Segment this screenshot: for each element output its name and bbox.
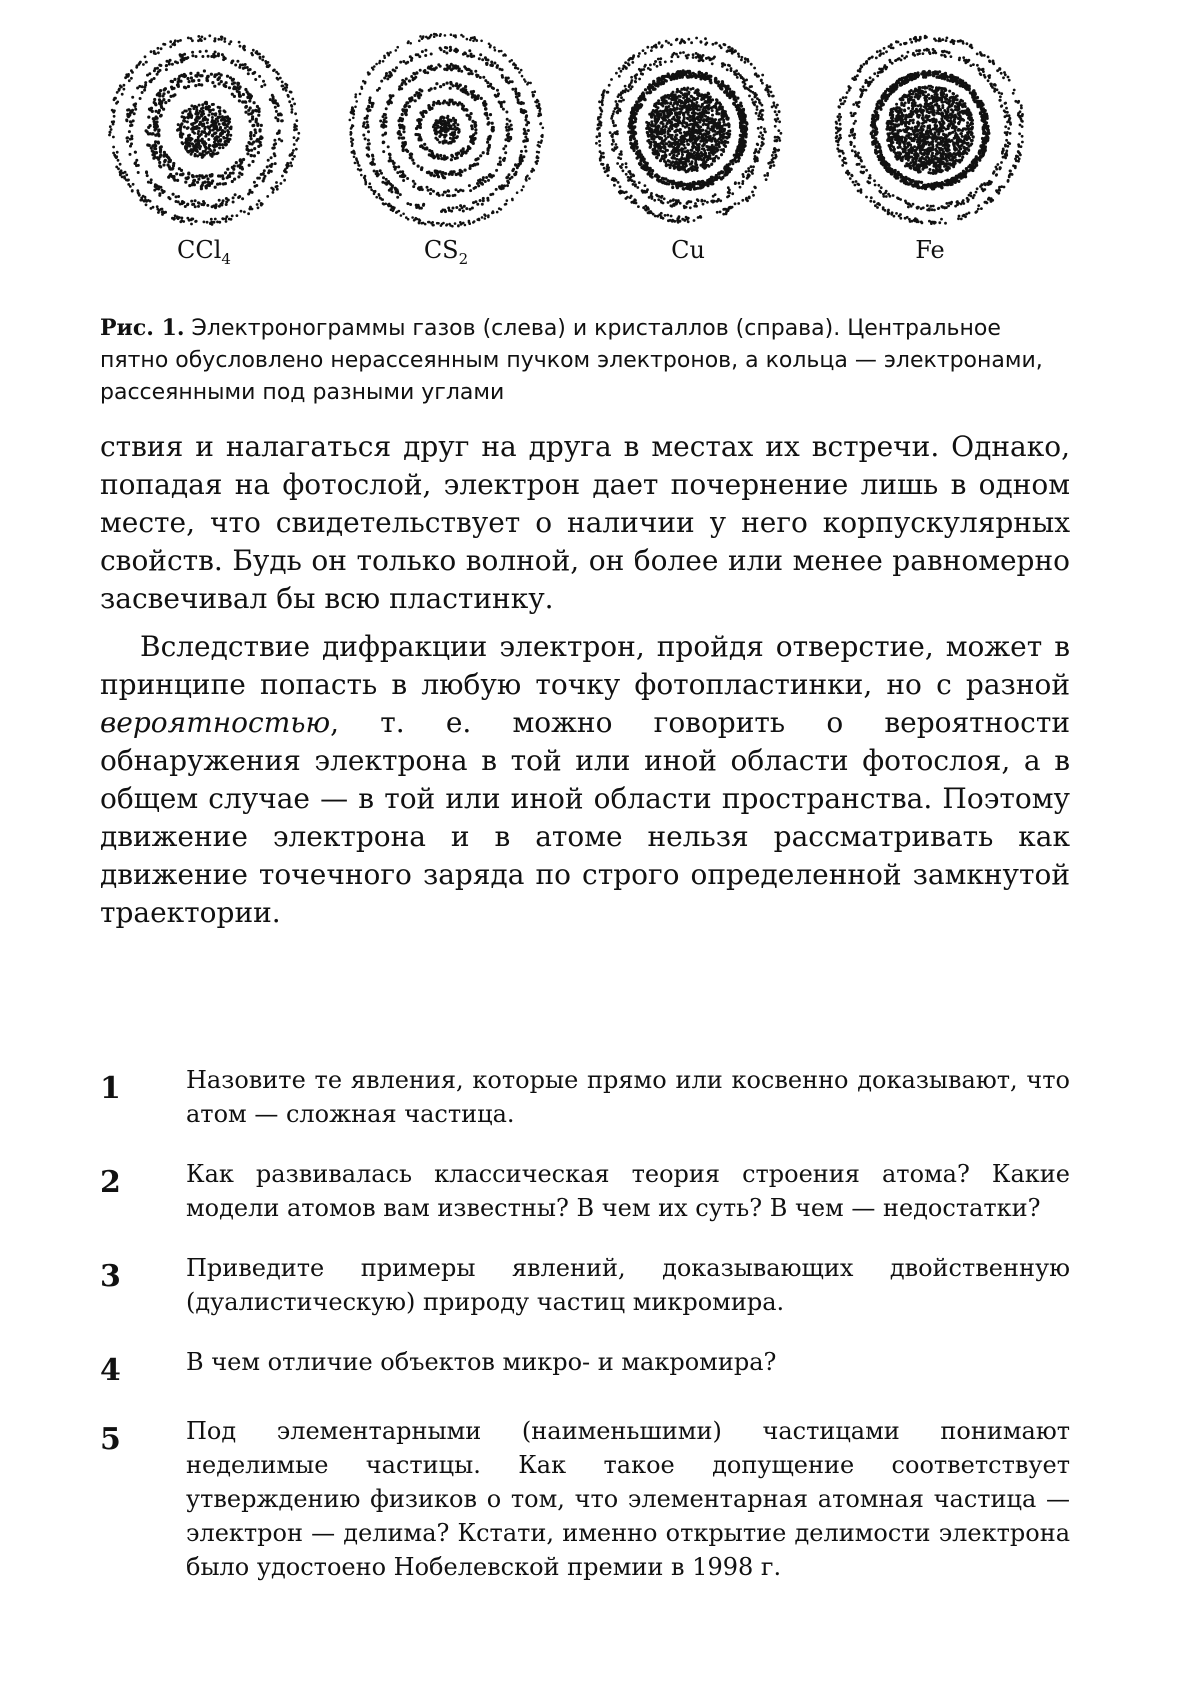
paragraph-2: Вследствие дифракции электрон, пройдя отверстие, может в принципе попасть в любую точку фотопластинки, но с разной вероятностью, т. е. можно говорить о вероятности обнаружения электрона в той или иной области фотослоя, а в общем случае — в той или иной области пространства. Поэтому движение электрона и в атоме нельзя рассматривать как движение точечного заряда по строго определенной замкнутой траектории. — [100, 630, 1070, 929]
electronogram-cs2 — [346, 30, 546, 230]
figure-fe — [810, 30, 1050, 264]
question-text: Под элементарными (наименьшими) частицами понимают неделимые частицы. Как такое допущение соответствует утверждению физиков о том, что элементарная атомная частица — электрон — делима? Кстати, именно открытие делимости электрона было удостоено Нобелевской премии в 1998 г. — [186, 1417, 1070, 1581]
figure-label-cu: Cu — [671, 236, 705, 264]
question-item — [100, 1414, 1070, 1584]
question-number: 3 — [100, 1259, 121, 1294]
figure-ccl4 — [84, 30, 324, 268]
electronogram-fe — [830, 30, 1030, 230]
question-number: 5 — [100, 1422, 121, 1457]
question-text: В чем отличие объектов микро- и макромира? — [186, 1348, 777, 1376]
figure-cs2 — [326, 30, 566, 268]
figure-caption — [100, 312, 1070, 409]
paragraph-1: ствия и налагаться друг на друга в местах их встречи. Однако, попадая на фотослой, электрон дает почернение лишь в одном месте, что свидетельствует о наличии у него корпускулярных свойств. Будь он только волной, он более или менее равномерно засвечивал бы всю пластинку. — [100, 430, 1070, 615]
question-number: 1 — [100, 1071, 121, 1106]
question-text: Приведите примеры явлений, доказывающих двойственную (дуалистическую) природу частиц микромира. — [186, 1254, 1070, 1316]
figure-label-ccl4: CCl$_4$ — [177, 236, 231, 268]
question-text: Назовите те явления, которые прямо или косвенно доказывают, что атом — сложная частица. — [186, 1066, 1070, 1128]
question-number: 2 — [100, 1165, 121, 1200]
questions-list — [100, 1063, 1070, 1610]
question-item — [100, 1157, 1070, 1225]
question-number: 4 — [100, 1353, 121, 1388]
question-text: Как развивалась классическая теория строения атома? Какие модели атомов вам известны? В чем их суть? В чем — недостатки? — [186, 1160, 1070, 1222]
electronogram-ccl4 — [104, 30, 304, 230]
figure-label-fe: Fe — [915, 236, 945, 264]
question-item — [100, 1345, 1070, 1388]
caption-prefix: Рис. 1. — [100, 315, 185, 341]
question-item — [100, 1251, 1070, 1319]
body-text — [100, 428, 1070, 932]
emphasis-probability: вероятностью — [100, 706, 331, 739]
caption-text: Электронограммы газов (слева) и кристаллов (справа). Центральное пятно обусловлено нерассеянным пучком электронов, а кольца — электронами, рассеянными под разными углами — [100, 316, 1043, 405]
figure-cu — [568, 30, 808, 264]
figure-label-cs2: $CS_2$ — [423, 236, 469, 268]
electronogram-cu — [588, 30, 788, 230]
question-item — [100, 1063, 1070, 1131]
electronograms-figure — [84, 30, 1084, 300]
